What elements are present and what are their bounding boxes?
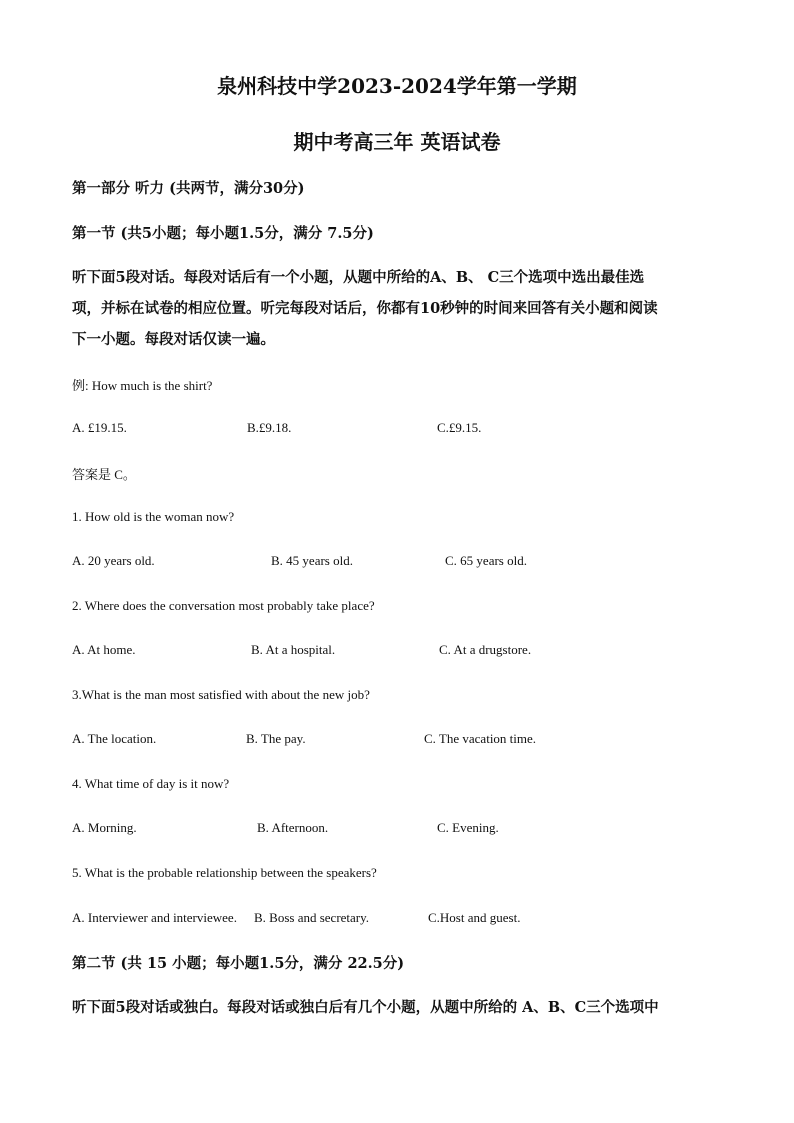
- question-1: 1. How old is the woman now?: [72, 509, 235, 524]
- example-answer: 答案是 C。: [72, 467, 136, 482]
- section2-instruction-line: 听下面5段对话或独白。每段对话或独白后有几个小题，从题中所给的 A、B、C三个选项中: [72, 999, 659, 1016]
- question-3-option-b: B. The pay.: [246, 731, 306, 746]
- question-1-option-b: B. 45 years old.: [271, 553, 353, 568]
- question-2-option-b: B. At a hospital.: [251, 642, 336, 657]
- example-option-b: B.£9.18.: [247, 420, 292, 435]
- example-option-c: C.£9.15.: [437, 420, 482, 435]
- question-1-option-a: A. 20 years old.: [72, 553, 155, 568]
- question-4-option-a: A. Morning.: [72, 820, 137, 835]
- question-5: 5. What is the probable relationship between the speakers?: [72, 865, 377, 880]
- example-question: 例: How much is the shirt?: [72, 378, 213, 393]
- question-2: 2. Where does the conversation most probably take place?: [72, 598, 375, 613]
- section1-heading: 第一节 (共5小题；每小题1.5分，满分 7.5分): [72, 225, 374, 242]
- question-2-option-c: C. At a drugstore.: [439, 642, 532, 657]
- section1-instruction-line: 下一小题。每段对话仅读一遍。: [72, 331, 275, 348]
- section2-heading: 第二节 (共 15 小题；每小题1.5分，满分 22.5分): [72, 955, 405, 972]
- question-3-option-c: C. The vacation time.: [424, 731, 537, 746]
- section1-instruction-line: 项，并标在试卷的相应位置。听完每段对话后，你都有10秒钟的时间来回答有关小题和阅读: [72, 300, 658, 317]
- question-3: 3.What is the man most satisfied with about the new job?: [72, 687, 370, 702]
- question-1-option-c: C. 65 years old.: [445, 553, 527, 568]
- section1-instruction-line: 听下面5段对话。每段对话后有一个小题，从题中所给的A、B、 C三个选项中选出最佳选: [72, 269, 645, 286]
- question-5-option-c: C.Host and guest.: [428, 910, 521, 925]
- question-4: 4. What time of day is it now?: [72, 776, 230, 791]
- exam-title-line1: 泉州科技中学2023-2024学年第一学期: [217, 74, 577, 98]
- question-5-option-a: A. Interviewer and interviewee.: [72, 910, 237, 925]
- exam-title-line2: 期中考高三年 英语试卷: [293, 130, 501, 154]
- question-2-option-a: A. At home.: [72, 642, 136, 657]
- part1-heading: 第一部分 听力 (共两节，满分30分): [72, 180, 305, 197]
- question-4-option-c: C. Evening.: [437, 820, 499, 835]
- example-option-a: A. £19.15.: [72, 420, 127, 435]
- question-4-option-b: B. Afternoon.: [257, 820, 329, 835]
- question-5-option-b: B. Boss and secretary.: [254, 910, 370, 925]
- question-3-option-a: A. The location.: [72, 731, 157, 746]
